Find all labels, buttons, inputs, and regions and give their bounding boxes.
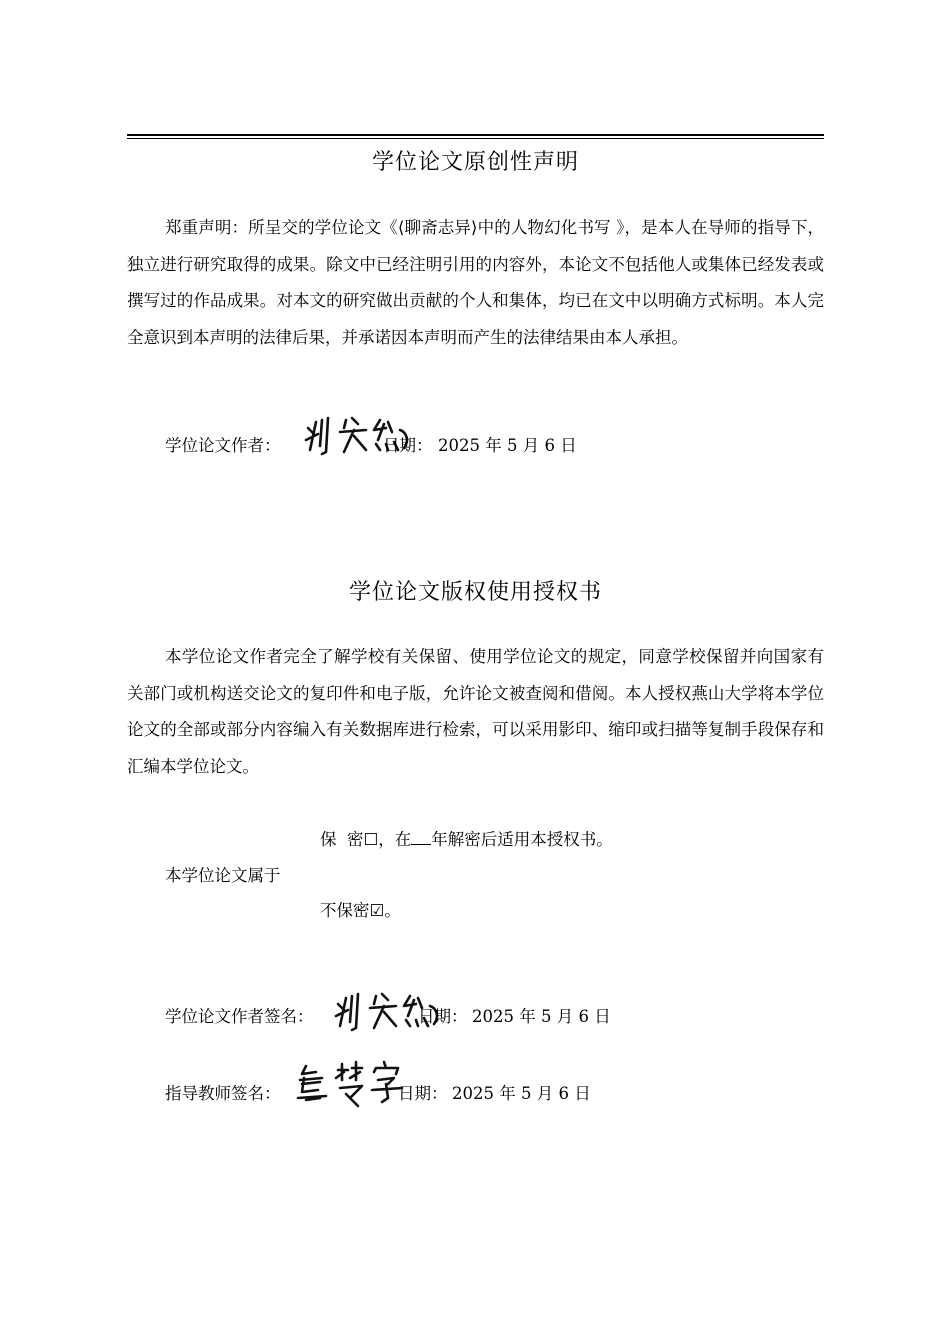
option-secret-checkbox[interactable]: ☐ [363, 830, 379, 849]
declaration-date-value: 2025 年 5 月 6 日 [438, 436, 577, 455]
option-secret-label: 保 密 [320, 830, 364, 849]
option-public-label: 不保密 [320, 901, 370, 920]
declaration-author-label: 学位论文作者： [165, 436, 281, 455]
option-secret [320, 826, 613, 850]
authorization-body: 本学位论文作者完全了解学校有关保留、使用学位论文的规定，同意学校保留并向国家有关部门或机构送交论文的复印件和电子版，允许论文被查阅和借阅。本人授权燕山大学将本学位论文的全部或部分内容编入有关数据库进行检索，可以采用影印、缩印或扫描等复制手段保存和汇编本学位论文。 [127, 647, 824, 776]
declaration-body: 郑重声明：所呈交的学位论文《⟨聊斋志异⟩中的人物幻化书写 》，是本人在导师的指导下，独立进行研究取得的成果。除文中已经注明引用的内容外，本论文不包括他人或集体已经发表或撰写过的作品成果。对本文的研究做出贡献的个人和集体，均已在文中以明确方式标明。本人完全意识到本声明的法律后果，并承诺因本声明而产生的法律结果由本人承担。 [127, 218, 824, 347]
advisor-signature-image [292, 1058, 412, 1112]
advisor-date-value: 2025 年 5 月 6 日 [452, 1084, 591, 1103]
option-secret-suffix-b: 年解密后适用本授权书。 [431, 830, 613, 849]
option-public [320, 897, 401, 921]
top-rule-thick [127, 134, 824, 136]
top-rule-thin [127, 138, 824, 139]
option-public-suffix: 。 [384, 901, 401, 920]
declaration-date-label: 日期： [383, 436, 433, 455]
years-blank-field[interactable] [411, 830, 431, 845]
declaration-title: 学位论文原创性声明 [371, 150, 579, 175]
author-date-value: 2025 年 5 月 6 日 [472, 1007, 611, 1026]
author-sign-label: 学位论文作者签名： [165, 1007, 314, 1026]
authorization-title: 学位论文版权使用授权书 [348, 580, 602, 605]
advisor-date-label: 日期： [398, 1084, 448, 1103]
belongs-label: 本学位论文属于 [165, 866, 281, 885]
author-date-label: 日期： [418, 1007, 468, 1026]
option-secret-suffix-a: ，在 [378, 830, 412, 849]
advisor-sign-label: 指导教师签名： [165, 1084, 281, 1103]
option-public-checkbox[interactable]: ☑ [369, 901, 385, 920]
